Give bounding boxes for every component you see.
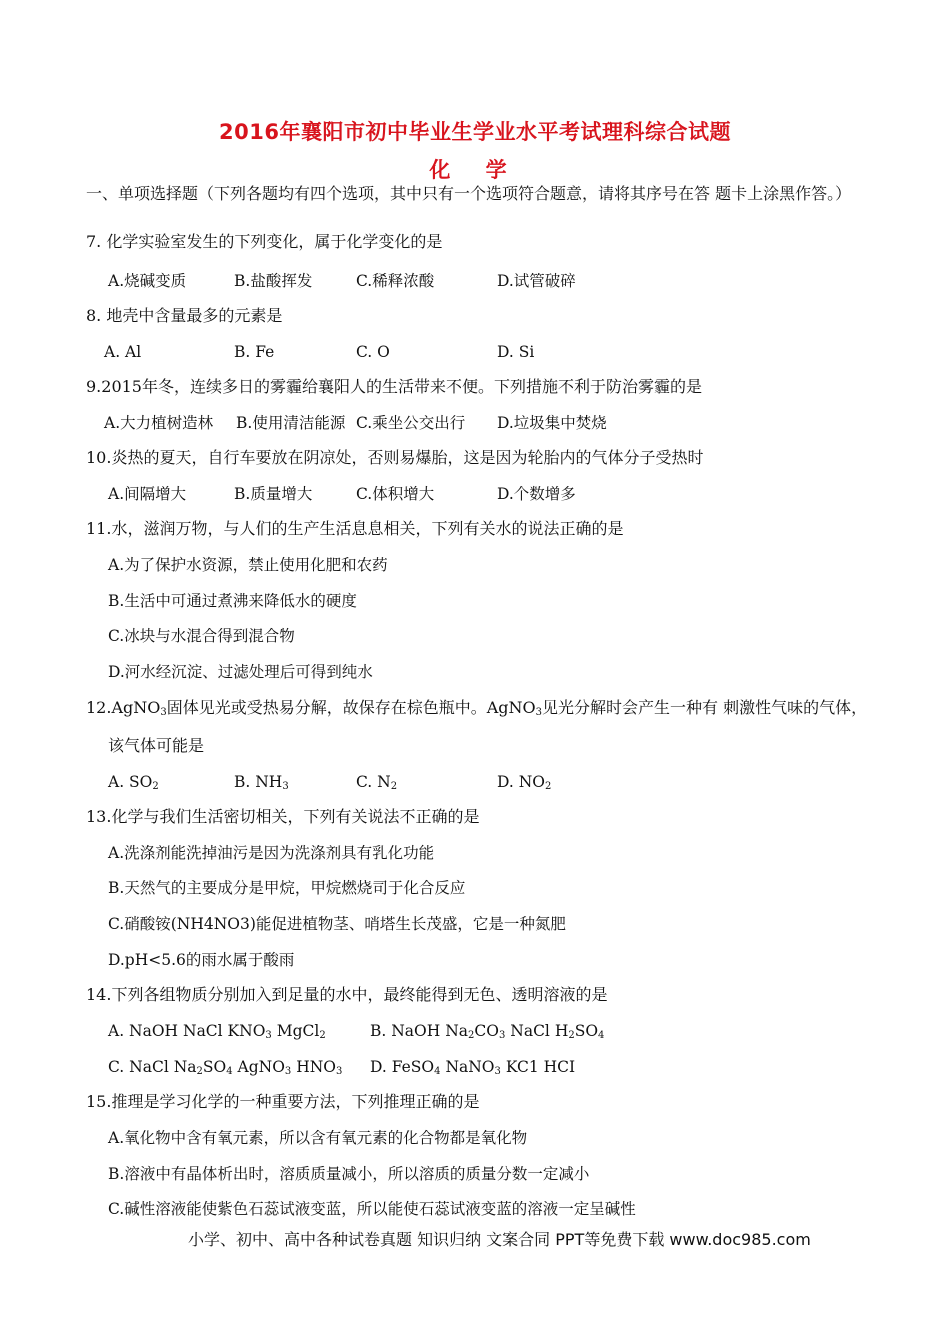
q8-option-b: B. Fe bbox=[234, 343, 275, 361]
q12-option-a: A. $SO_2$ bbox=[108, 773, 159, 792]
q12-option-b: B. $NH_3$ bbox=[234, 773, 289, 792]
q13-option-d: D.pH<5.6的雨水属于酸雨 bbox=[108, 951, 295, 969]
subscript: 3 bbox=[284, 1066, 292, 1077]
q14-option-c bbox=[108, 1056, 342, 1078]
q13-option-a: A.洗涤剂能洗掉油污是因为洗涤剂具有乳化功能 bbox=[108, 844, 435, 862]
subscript: 2 bbox=[568, 1030, 575, 1041]
formula-text: C. NaCl Na bbox=[108, 1058, 197, 1076]
formula-text: AgNO bbox=[232, 1058, 285, 1076]
q14-option-d bbox=[370, 1056, 575, 1078]
q9-option-b: B.使用清洁能源 bbox=[236, 414, 346, 432]
formula-text: CO bbox=[474, 1022, 499, 1040]
formula-text: NaCl H bbox=[505, 1022, 569, 1040]
q14-option-b bbox=[370, 1020, 604, 1042]
q7-option-a: A.烧碱变质 bbox=[108, 272, 187, 290]
q10-option-d: D.个数增多 bbox=[497, 485, 576, 503]
q15-option-b: B.溶液中有晶体析出时，溶质质量减小，所以溶质的质量分数一定减小 bbox=[108, 1165, 590, 1183]
formula-text: SO bbox=[202, 1058, 227, 1076]
question-15: 15.推理是学习化学的一种重要方法，下列推理正确的是 bbox=[86, 1092, 480, 1111]
q10-option-c: C.体积增大 bbox=[356, 485, 435, 503]
q8-option-c: C. O bbox=[356, 343, 390, 361]
q15-option-a: A.氧化物中含有氧元素，所以含有氧元素的化合物都是氧化物 bbox=[108, 1129, 528, 1147]
q9-option-d: D.垃圾集中焚烧 bbox=[497, 414, 607, 432]
formula-text: D. FeSO bbox=[370, 1058, 435, 1076]
formula-text: HNO bbox=[291, 1058, 336, 1076]
question-11: 11.水，滋润万物，与人们的生产生活息息相关，下列有关水的说法正确的是 bbox=[86, 519, 624, 538]
subscript: 4 bbox=[226, 1066, 233, 1077]
formula-text: B. NaOH Na bbox=[370, 1022, 469, 1040]
page-subtitle: 化 学 bbox=[429, 158, 521, 182]
q11-option-b: B.生活中可通过煮沸来降低水的硬度 bbox=[108, 592, 357, 610]
footer-download-link[interactable]: 小学、初中、高中各种试卷真题 知识归纳 文案合同 PPT等免费下载 www.doc985.com bbox=[188, 1230, 811, 1249]
subscript: 3 bbox=[494, 1066, 501, 1077]
q13-option-c: C.硝酸铵(NH4NO3)能促进植物茎、哨塔生长茂盛，它是一种氮肥 bbox=[108, 915, 566, 933]
formula-text: KC1 HCI bbox=[500, 1058, 576, 1076]
q7-option-b: B.盐酸挥发 bbox=[234, 272, 313, 290]
q11-option-d: D.河水经沉淀、过滤处理后可得到纯水 bbox=[108, 663, 373, 681]
question-14: 14.下列各组物质分别加入到足量的水中，最终能得到无色、透明溶液的是 bbox=[86, 985, 608, 1004]
formula-text: A. NaOH NaCl KNO bbox=[108, 1022, 266, 1040]
q9-option-c: C.乘坐公交出行 bbox=[356, 414, 466, 432]
formula-text: NaNO bbox=[440, 1058, 495, 1076]
subscript: 2 bbox=[319, 1030, 326, 1041]
question-9: 9.2015年冬，连续多日的雾霾给襄阳人的生活带来不便。下列措施不利于防治雾霾的是 bbox=[86, 377, 702, 396]
formula-text: SO bbox=[574, 1022, 599, 1040]
subscript: 4 bbox=[434, 1066, 441, 1077]
question-13: 13.化学与我们生活密切相关，下列有关说法不正确的是 bbox=[86, 807, 480, 826]
subscript: 2 bbox=[196, 1066, 203, 1077]
question-12-continuation: 该气体可能是 bbox=[108, 736, 205, 755]
q10-option-b: B.质量增大 bbox=[234, 485, 313, 503]
subscript: 3 bbox=[498, 1030, 506, 1041]
question-12: 12.AgNO$_3$固体见光或受热易分解，故保存在棕色瓶中。AgNO$_3$见光分解时会产生一种有 刺激性气味的气体， bbox=[86, 698, 868, 718]
subscript: 3 bbox=[265, 1030, 272, 1041]
subscript: 3 bbox=[336, 1066, 343, 1077]
q8-option-d: D. Si bbox=[497, 343, 535, 361]
question-7: 7. 化学实验室发生的下列变化，属于化学变化的是 bbox=[86, 232, 443, 251]
q9-option-a: A.大力植树造林 bbox=[104, 414, 214, 432]
q11-option-a: A.为了保护水资源，禁止使用化肥和农药 bbox=[108, 556, 388, 574]
q15-option-c: C.碱性溶液能使紫色石蕊试液变蓝，所以能使石蕊试液变蓝的溶液一定呈碱性 bbox=[108, 1200, 636, 1218]
q12-option-c: C. $N_2$ bbox=[356, 773, 398, 792]
q14-option-a bbox=[108, 1020, 326, 1042]
q7-option-c: C.稀释浓酸 bbox=[356, 272, 435, 290]
q12-option-d: D. $NO_2$ bbox=[497, 773, 552, 792]
q8-option-a: A. Al bbox=[104, 343, 142, 361]
subscript: 2 bbox=[468, 1030, 475, 1041]
question-10: 10.炎热的夏天，自行车要放在阴凉处，否则易爆胎，这是因为轮胎内的气体分子受热时 bbox=[86, 448, 704, 467]
q11-option-c: C.冰块与水混合得到混合物 bbox=[108, 627, 295, 645]
q7-option-d: D.试管破碎 bbox=[497, 272, 576, 290]
q13-option-b: B.天然气的主要成分是甲烷，甲烷燃烧司于化合反应 bbox=[108, 879, 466, 897]
question-8: 8. 地壳中含量最多的元素是 bbox=[86, 306, 283, 325]
subscript: 4 bbox=[598, 1030, 605, 1041]
q10-option-a: A.间隔增大 bbox=[108, 485, 187, 503]
section-heading: 一、单项选择题（下列各题均有四个选项，其中只有一个选项符合题意，请将其序号在答 题卡上涂黑作答。） bbox=[86, 184, 852, 203]
formula-text: MgCl bbox=[271, 1022, 320, 1040]
page-title: 2016年襄阳市初中毕业生学业水平考试理科综合试题 bbox=[219, 120, 731, 144]
